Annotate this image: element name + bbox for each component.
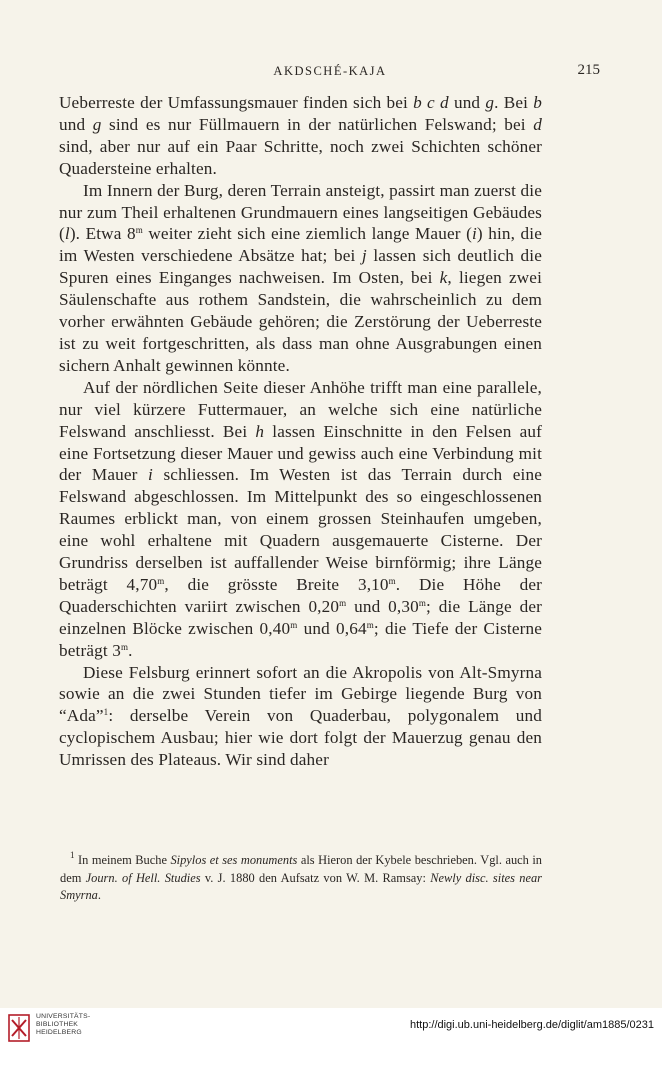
superscript: 1	[70, 850, 75, 860]
paragraph: Im Innern der Burg, deren Terrain ansteigt, passirt man zuerst die nur zum Theil erhaltenen Grundmauern eines langseitigen Gebäudes (l). Etwa 8$^m$ weiter zieht sich eine ziemlich lange Mauer (i) hin, die im Westen verschiedene Absätze hat; bei j lassen sich deutlich die Spuren eines Einganges nachweisen. Im Osten, bei k, liegen zwei Säulenschafte aus rothem Sandstein, die wahrscheinlich zu dem vorher erwähnten Gebäude gehören; die Zerstörung der Ueberreste ist zu weit fortgeschritten, als dass man ohne Ausgrabungen einen sichern Anhalt gewinnen könnte.	[59, 180, 543, 375]
italic-reference: g	[485, 93, 495, 112]
italic-reference: Newly disc. sites near Smyrna	[60, 870, 543, 902]
italic-reference: l	[64, 224, 70, 244]
superscript: m	[290, 619, 298, 630]
superscript: m	[388, 575, 396, 586]
italic-reference: i	[471, 224, 477, 244]
library-logo-icon	[8, 1014, 30, 1042]
italic-reference: k	[439, 268, 448, 288]
italic-reference: Journ. of Hell. Studies	[85, 870, 201, 885]
running-title: AKDSCHÉ-KAJA	[273, 64, 387, 78]
footnote: $^1$ In meinem Buche Sipylos et ses monuments als Hieron der Kybele beschrieben. Vgl. auch in dem Journ. of Hell. Studies v. J. 1880 den Aufsatz von W. M. Ramsay: Newly disc. sites near Smyrna.	[60, 850, 543, 902]
library-name-line: BIBLIOTHEK	[36, 1021, 79, 1028]
library-name-line: HEIDELBERG	[36, 1029, 82, 1036]
italic-reference: Sipylos et ses monuments	[170, 853, 298, 867]
italic-reference: j	[361, 246, 367, 266]
italic-reference: i	[148, 465, 153, 485]
superscript: m	[157, 575, 165, 586]
superscript: m	[120, 641, 129, 652]
body-text	[59, 92, 542, 771]
paragraph: Diese Felsburg erinnert sofort an die Akropolis von Alt-Smyrna sowie an die zwei Stunden tiefer im Gebirge liegende Burg von “Ada”$^1$: derselbe Verein von Quaderbau, polygonalem und cyclopischem Ausbau; hier wie dort folgt der Mauerzug genau den Umrissen des Plateaus. Wir sind daher	[59, 662, 542, 770]
page-number: 215	[577, 62, 600, 78]
superscript: m	[339, 597, 347, 608]
superscript: m	[418, 597, 427, 608]
italic-reference: h	[255, 421, 265, 441]
italic-reference: d	[533, 114, 542, 134]
footnotes	[60, 852, 542, 905]
library-name-line: UNIVERSITÄTS-	[36, 1013, 91, 1020]
italic-reference: b	[533, 93, 542, 112]
paragraph: Auf der nördlichen Seite dieser Anhöhe trifft man eine parallele, nur viel kürzere Futtermauer, an welche sich eine natürliche Felswand anschliesst. Bei h lassen Einschnitte in den Felsen auf eine Fortsetzung dieser Mauer und gewiss auch eine Verbindung mit der Mauer i schliessen. Im Westen ist das Terrain durch eine Felswand abgeschlossen. Im Mittelpunkt des so eingeschlossenen Raumes erblickt man, von einem grossen Steinhaufen umgeben, eine wohl erhaltene mit Quadern ausgemauerte Cisterne. Der Grundriss derselben ist auffallender Weise birnförmig; ihre Länge beträgt 4,70$^m$, die grösste Breite 3,10$^m$. Die Höhe der Quaderschichten variirt zwischen 0,20$^m$ und 0,30$^m$; die Länge der einzelnen Blöcke zwischen 0,40$^m$ und 0,64$^m$; die Tiefe der Cisterne beträgt 3$^m$.	[59, 377, 543, 660]
library-name	[36, 1013, 90, 1037]
page-header	[60, 64, 600, 84]
italic-reference: b c d	[413, 93, 449, 112]
paragraph: Ueberreste der Umfassungsmauer finden sich bei b c d und g. Bei b und g sind es nur Füllmauern in der natürlichen Felswand; bei d sind, aber nur auf ein Paar Schritte, noch zwei Schichten schöner Quadersteine erhalten.	[59, 93, 542, 178]
superscript: m	[366, 619, 374, 630]
permalink-url[interactable]: http://digi.ub.uni-heidelberg.de/diglit/am1885/0231	[409, 1019, 654, 1031]
italic-reference: g	[92, 114, 102, 134]
superscript: m	[135, 225, 143, 236]
superscript: 1	[103, 707, 109, 718]
